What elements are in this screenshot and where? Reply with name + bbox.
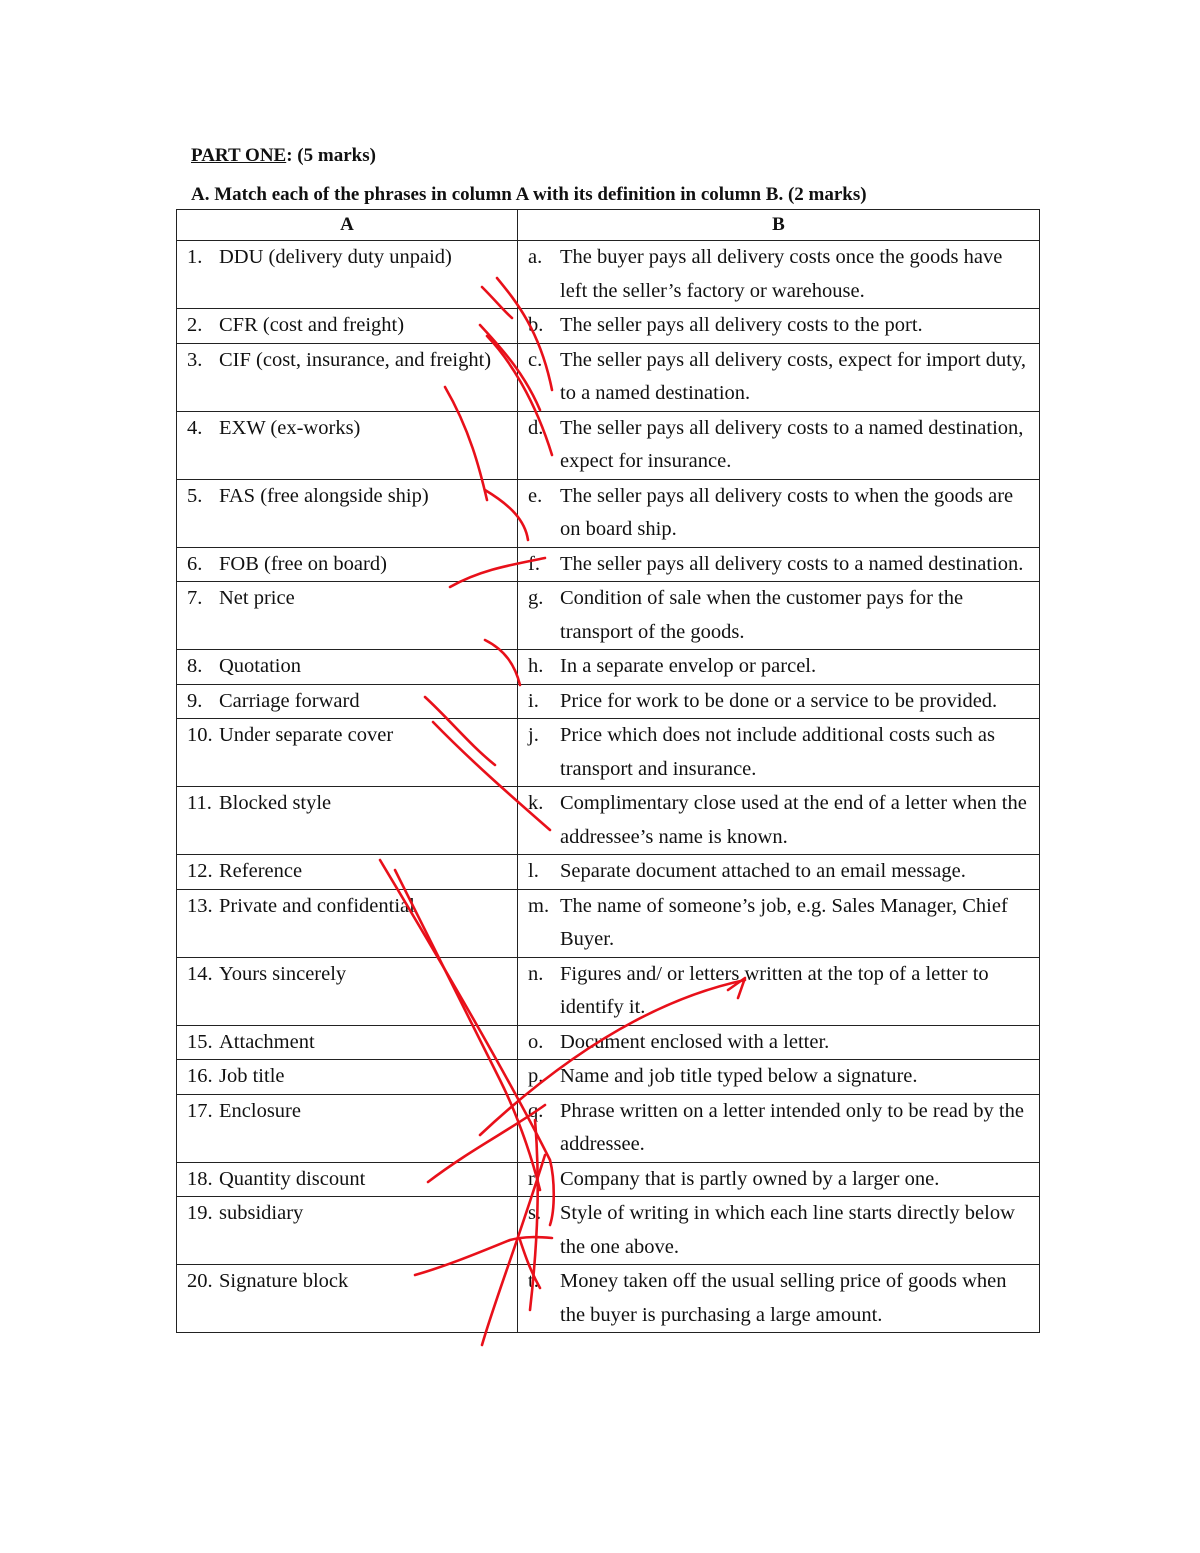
table-row (177, 343, 1040, 411)
definition-letter: e. (528, 484, 543, 507)
table-row (177, 1094, 1040, 1162)
definition-text: Phrase written on a letter intended only to be read by the addressee. (560, 1099, 1024, 1155)
definition-text: The seller pays all delivery costs to a named destination. (560, 552, 1024, 575)
column-b-cell (518, 1094, 1040, 1162)
table-row (177, 684, 1040, 719)
part-title (191, 145, 376, 167)
phrase-number: 8. (187, 655, 203, 677)
phrase-text: Job title (219, 1065, 285, 1087)
definition-text: The seller pays all delivery costs, expect for import duty, to a named destination. (560, 348, 1027, 404)
phrase-text: Carriage forward (219, 689, 360, 712)
definition-text: Condition of sale when the customer pays for the transport of the goods. (560, 587, 964, 643)
definition-text: The seller pays all delivery costs to a named destination, expect for insurance. (560, 416, 1024, 472)
phrase-number: 2. (187, 314, 203, 336)
table-header-row (177, 210, 1040, 241)
table-body (177, 241, 1040, 1333)
table-row (177, 582, 1040, 650)
column-a-cell (177, 309, 518, 344)
phrase-number: 13. (187, 894, 213, 917)
column-b-cell (518, 787, 1040, 855)
column-b-cell (518, 855, 1040, 890)
definition-letter: q. (528, 1099, 544, 1122)
column-b-cell (518, 1265, 1040, 1333)
column-b-cell (518, 479, 1040, 547)
definition-letter: d. (528, 416, 544, 439)
definition-letter: n. (528, 962, 544, 985)
column-b-cell (518, 241, 1040, 309)
phrase-number: 15. (187, 1030, 213, 1053)
table-row (177, 957, 1040, 1025)
matching-table (176, 209, 1040, 1333)
column-a-cell (177, 957, 518, 1025)
phrase-number: 11. (187, 792, 212, 814)
table-row (177, 1060, 1040, 1095)
column-b-cell (518, 547, 1040, 582)
phrase-text: FAS (free alongside ship) (219, 484, 429, 507)
phrase-number: 17. (187, 1099, 213, 1122)
table-row (177, 309, 1040, 344)
definition-text: Document enclosed with a letter. (560, 1030, 830, 1053)
table-row (177, 719, 1040, 787)
definition-text: The seller pays all delivery costs to when the goods are on board ship. (560, 484, 1014, 540)
column-a-cell (177, 787, 518, 855)
column-a-cell (177, 1025, 518, 1060)
definition-letter: k. (528, 792, 544, 814)
definition-text: Company that is partly owned by a larger one. (560, 1167, 940, 1190)
phrase-number: 5. (187, 484, 203, 507)
definition-text: Name and job title typed below a signature. (560, 1065, 918, 1087)
phrase-text: Quantity discount (219, 1167, 366, 1190)
definition-letter: f. (528, 552, 540, 575)
column-a-cell (177, 855, 518, 890)
phrase-number: 12. (187, 860, 213, 882)
definition-text: In a separate envelop or parcel. (560, 655, 817, 677)
phrase-number: 9. (187, 689, 203, 712)
phrase-number: 19. (187, 1202, 213, 1224)
column-a-cell (177, 411, 518, 479)
phrase-text: Signature block (219, 1270, 349, 1292)
column-a-cell (177, 1265, 518, 1333)
definition-text: Price which does not include additional costs such as transport and insurance. (560, 724, 995, 780)
phrase-text: Reference (219, 860, 303, 882)
table-row (177, 1025, 1040, 1060)
phrase-text: EXW (ex-works) (219, 416, 361, 439)
definition-text: Separate document attached to an email message. (560, 860, 966, 882)
column-a-cell (177, 650, 518, 685)
column-a-cell (177, 719, 518, 787)
definition-text: The name of someone’s job, e.g. Sales Manager, Chief Buyer. (560, 894, 1008, 950)
phrase-number: 6. (187, 552, 203, 575)
part-title-label: PART ONE (191, 145, 287, 166)
table-row (177, 547, 1040, 582)
definition-letter: i. (528, 689, 539, 712)
table-row (177, 479, 1040, 547)
column-a-cell (177, 684, 518, 719)
definition-letter: a. (528, 246, 543, 268)
phrase-number: 7. (187, 587, 203, 609)
column-a-cell (177, 1060, 518, 1095)
phrase-text: Net price (219, 587, 295, 609)
phrase-text: FOB (free on board) (219, 552, 387, 575)
table-row (177, 855, 1040, 890)
definition-letter: o. (528, 1030, 544, 1053)
column-b-cell (518, 309, 1040, 344)
column-a-cell (177, 1094, 518, 1162)
phrase-text: Under separate cover (219, 724, 394, 746)
column-b-header: B (518, 210, 1040, 241)
column-b-cell (518, 582, 1040, 650)
definition-letter: h. (528, 655, 544, 677)
definition-letter: s. (528, 1202, 542, 1224)
phrase-number: 18. (187, 1167, 213, 1190)
table-row (177, 889, 1040, 957)
definition-letter: c. (528, 348, 543, 371)
column-a-cell (177, 1162, 518, 1197)
table-row (177, 787, 1040, 855)
definition-letter: l. (528, 860, 539, 882)
instruction: A. Match each of the phrases in column A with its definition in column B. (2 marks) (191, 184, 867, 205)
column-a-cell (177, 479, 518, 547)
phrase-text: Enclosure (219, 1099, 301, 1122)
column-a-cell (177, 241, 518, 309)
phrase-number: 14. (187, 962, 213, 985)
phrase-text: Quotation (219, 655, 301, 677)
table-row (177, 1197, 1040, 1265)
table-row (177, 650, 1040, 685)
phrase-text: CIF (cost, insurance, and freight) (219, 348, 492, 371)
definition-text: The buyer pays all delivery costs once the goods have left the seller’s factory or warehouse. (560, 246, 1003, 302)
phrase-text: Attachment (219, 1030, 315, 1053)
definition-letter: b. (528, 314, 544, 336)
definition-letter: j. (528, 724, 539, 746)
part-marks: : (5 marks) (286, 145, 376, 166)
table-row (177, 411, 1040, 479)
column-a-cell (177, 343, 518, 411)
phrase-text: Yours sincerely (219, 962, 347, 985)
phrase-number: 3. (187, 348, 203, 371)
column-b-cell (518, 343, 1040, 411)
definition-letter: p. (528, 1065, 544, 1087)
phrase-text: DDU (delivery duty unpaid) (219, 246, 452, 268)
column-a-cell (177, 1197, 518, 1265)
column-b-cell (518, 957, 1040, 1025)
column-b-cell (518, 1197, 1040, 1265)
table-row (177, 1265, 1040, 1333)
definition-letter: g. (528, 587, 544, 609)
definition-letter: t. (528, 1270, 539, 1292)
column-b-cell (518, 1162, 1040, 1197)
phrase-number: 4. (187, 416, 203, 439)
column-a-header: A (177, 210, 518, 241)
phrase-text: Blocked style (219, 792, 332, 814)
phrase-number: 1. (187, 246, 203, 268)
column-a-cell (177, 889, 518, 957)
definition-text: Price for work to be done or a service to be provided. (560, 689, 998, 712)
column-b-cell (518, 719, 1040, 787)
column-b-cell (518, 889, 1040, 957)
column-a-cell (177, 582, 518, 650)
column-b-cell (518, 1025, 1040, 1060)
column-b-cell (518, 684, 1040, 719)
phrase-text: Private and confidential (219, 894, 415, 917)
definition-text: Figures and/ or letters written at the top of a letter to identify it. (560, 962, 989, 1018)
phrase-text: CFR (cost and freight) (219, 314, 405, 336)
definition-text: Complimentary close used at the end of a letter when the addressee’s name is known. (560, 792, 1027, 848)
column-b-cell (518, 1060, 1040, 1095)
column-b-cell (518, 411, 1040, 479)
phrase-number: 20. (187, 1270, 213, 1292)
definition-text: Money taken off the usual selling price of goods when the buyer is purchasing a large amount. (560, 1270, 1007, 1326)
definition-text: The seller pays all delivery costs to the port. (560, 314, 923, 336)
phrase-number: 10. (187, 724, 213, 746)
table-row (177, 241, 1040, 309)
definition-letter: m. (528, 894, 550, 917)
phrase-number: 16. (187, 1065, 213, 1087)
table-row (177, 1162, 1040, 1197)
definition-text: Style of writing in which each line starts directly below the one above. (560, 1202, 1015, 1258)
column-a-cell (177, 547, 518, 582)
column-b-cell (518, 650, 1040, 685)
definition-letter: r. (528, 1167, 539, 1190)
phrase-text: subsidiary (219, 1202, 304, 1224)
